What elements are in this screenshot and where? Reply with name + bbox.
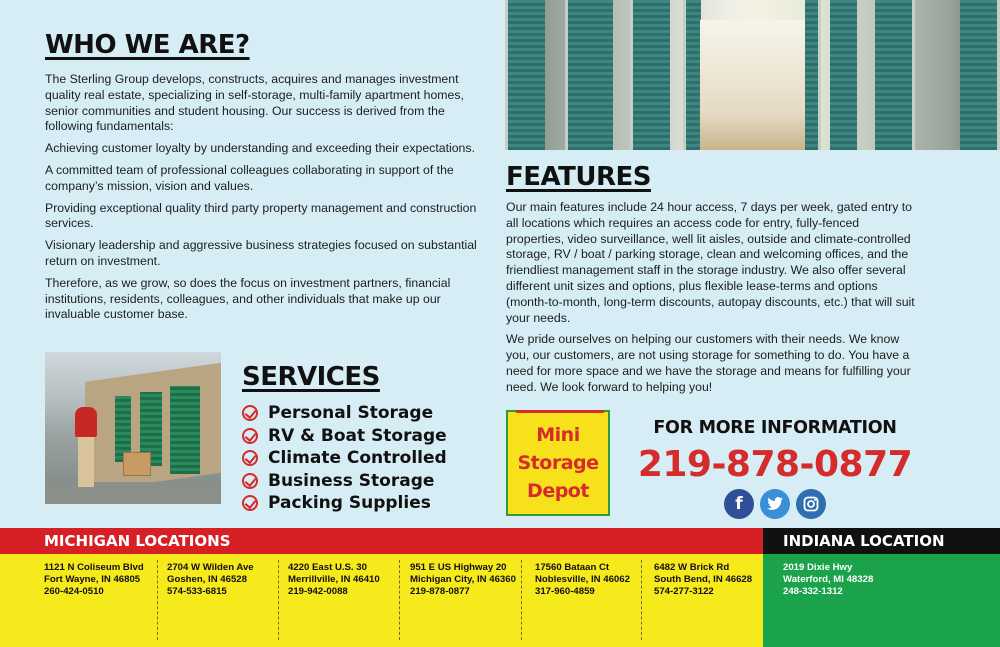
location-street: 1121 N Coliseum Blvd [44, 562, 144, 573]
location-divider [521, 560, 522, 640]
location-entry [410, 562, 516, 598]
location-street: 951 E US Highway 20 [410, 562, 507, 573]
who-we-are-title: WHO WE ARE? [45, 30, 250, 60]
location-entry [167, 562, 254, 598]
storage-door [805, 0, 821, 150]
service-label: Packing Supplies [268, 493, 431, 514]
features-title: FEATURES [506, 162, 651, 192]
location-phone: 317-960-4859 [535, 586, 595, 597]
service-label: Personal Storage [268, 403, 434, 424]
service-label: Business Storage [268, 470, 435, 491]
location-street: 17560 Bataan Ct [535, 562, 610, 573]
check-circle-icon [242, 450, 258, 466]
storage-door [960, 0, 1000, 150]
indiana-location-list [763, 554, 1000, 647]
michigan-locations-list [0, 554, 763, 647]
location-city: South Bend, IN 46628 [654, 574, 753, 585]
storage-door [830, 0, 860, 150]
location-entry [535, 562, 630, 598]
location-street: 2704 W Wilden Ave [167, 562, 254, 573]
location-entry [44, 562, 144, 598]
location-divider [399, 560, 400, 640]
storage-door [505, 0, 545, 150]
location-phone: 219-942-0088 [288, 586, 348, 597]
who-paragraph: A committed team of professional colleagues collaborating in support of the company’s mission, vision and values. [45, 162, 454, 193]
location-divider [278, 560, 279, 640]
location-phone: 248-332-1312 [783, 586, 843, 597]
who-paragraph: Visionary leadership and aggressive business strategies focused on substantial return on investment. [45, 238, 477, 268]
location-divider [157, 560, 158, 640]
who-paragraph: Achieving customer loyalty by understanding and exceeding their expectations. [45, 141, 475, 156]
location-street: 2019 Dixie Hwy [783, 562, 853, 573]
storage-door [630, 0, 670, 150]
location-divider [641, 560, 642, 640]
service-item [242, 447, 447, 470]
logo-line: Depot [527, 480, 589, 502]
logo-line: Storage [517, 452, 599, 474]
location-street: 6482 W Brick Rd [654, 562, 730, 573]
service-item [242, 425, 447, 448]
location-phone: 219-878-0877 [410, 586, 470, 597]
hallway-corridor [700, 20, 810, 150]
location-city: Waterford, MI 48328 [783, 574, 874, 585]
who-we-are-section [45, 30, 480, 323]
service-label: RV & Boat Storage [268, 425, 447, 446]
person-legs [78, 437, 94, 487]
who-paragraph: Providing exceptional quality third party property management and construction services. [45, 200, 477, 231]
location-phone: 260-424-0510 [44, 586, 104, 597]
storage-door [683, 0, 701, 150]
more-info-title: FOR MORE INFORMATION [653, 418, 897, 438]
storage-door [565, 0, 613, 150]
service-item [242, 492, 447, 515]
check-circle-icon [242, 473, 258, 489]
twitter-icon[interactable] [760, 489, 790, 519]
logo-line: Mini [536, 424, 580, 446]
check-circle-icon [242, 428, 258, 444]
indiana-location-title: INDIANA LOCATION [783, 532, 945, 550]
location-phone: 574-533-6815 [167, 586, 227, 597]
mini-storage-depot-logo [506, 410, 610, 516]
pavement [45, 482, 221, 504]
features-paragraph: We pride ourselves on helping our customers with their needs. We know you, our customers, are not using storage for something to do. You have a need for more space and we have the storage and means for fulfilling your need. We look forward to helping you! [506, 332, 911, 394]
location-entry [288, 562, 380, 598]
service-label: Climate Controlled [268, 448, 447, 469]
social-links [630, 489, 920, 519]
service-item [242, 402, 447, 425]
location-street: 4220 East U.S. 30 [288, 562, 367, 573]
indiana-location-header [763, 528, 1000, 554]
storage-door [875, 0, 915, 150]
who-paragraph: The Sterling Group develops, constructs, acquires and manages investment quality real estate, specializing in self-storage, multi-family apartment homes, senior communities and student housing. Our success is derived from the following fundamentals: [45, 72, 464, 134]
location-city: Noblesville, IN 46062 [535, 574, 630, 585]
location-city: Michigan City, IN 46360 [410, 574, 516, 585]
check-circle-icon [242, 495, 258, 511]
michigan-locations-title: MICHIGAN LOCATIONS [44, 532, 231, 550]
storage-hallway-photo [505, 0, 1000, 150]
location-phone: 574-277-3122 [654, 586, 714, 597]
logo-roof [516, 410, 604, 420]
moving-box [123, 452, 151, 476]
services-title: SERVICES [242, 362, 380, 392]
check-circle-icon [242, 405, 258, 421]
services-section [242, 362, 447, 515]
garage-door [170, 386, 200, 474]
phone-number[interactable]: 219-878-0877 [637, 444, 913, 485]
service-item [242, 470, 447, 493]
location-entry [654, 562, 752, 598]
features-paragraph: Our main features include 24 hour access, 7 days per week, gated entry to all locations which requires an access code for entry, fully-fenced properties, video surveillance, well lit aisles, outside and climate-controlled storage, RV / boat / parking storage, clean and welcoming offices, and the friendliest management staff in the storage industry. We also offer several different unit sizes and options, plus flexible lease-terms and options (month-to-month, long-term discounts, autopay discounts, etc.) that will suit your needs. [506, 200, 915, 325]
facebook-icon[interactable]: f [724, 489, 754, 519]
contact-info [630, 418, 920, 519]
instagram-icon[interactable] [796, 489, 826, 519]
michigan-locations-header [0, 528, 763, 554]
who-paragraph: Therefore, as we grow, so does the focus on investment partners, financial institutions, residents, colleagues, and other individuals that make up our invaluable customer base. [45, 275, 451, 322]
location-city: Goshen, IN 46528 [167, 574, 247, 585]
person [75, 407, 97, 437]
features-section [506, 162, 916, 396]
location-city: Fort Wayne, IN 46805 [44, 574, 141, 585]
storage-units-photo [45, 352, 221, 504]
location-city: Merrillville, IN 46410 [288, 574, 380, 585]
location-entry [783, 562, 873, 598]
